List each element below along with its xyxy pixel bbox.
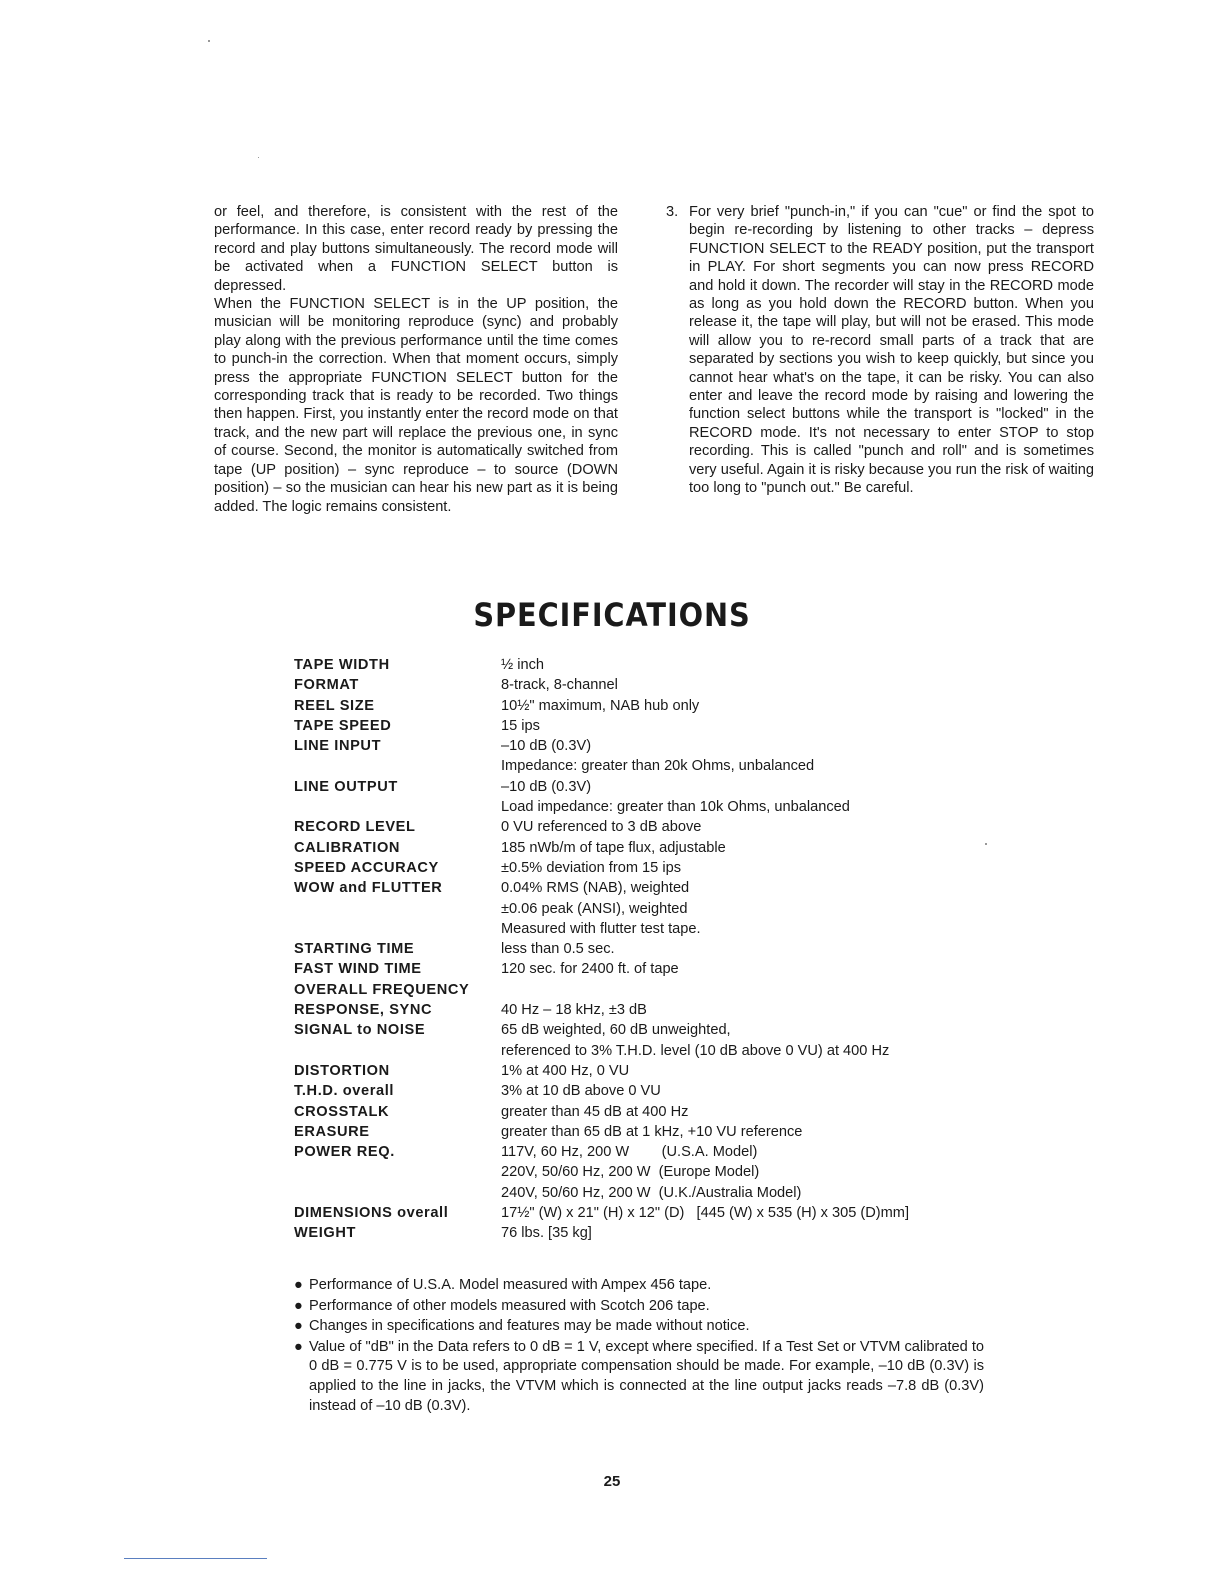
right-column [666, 203, 1094, 498]
spec-label: SPEED ACCURACY [294, 859, 439, 876]
bullet-icon: ● [294, 1297, 303, 1314]
spec-value: 76 lbs. [35 kg] [501, 1225, 592, 1242]
spec-value: 240V, 50/60 Hz, 200 W (U.K./Australia Model) [501, 1184, 802, 1201]
spec-label: FAST WIND TIME [294, 961, 422, 978]
spec-value: less than 0.5 sec. [501, 941, 615, 958]
spec-label [294, 919, 501, 939]
spec-value: ½ inch [501, 657, 544, 673]
spec-row [294, 1223, 1014, 1243]
note-item [294, 1317, 984, 1337]
item-number: 3. [666, 204, 679, 220]
spec-value: 0 VU referenced to 3 dB above [501, 819, 702, 836]
spec-value: 0.04% RMS (NAB), weighted [501, 880, 690, 897]
spec-label [294, 1041, 501, 1061]
left-paragraph-2: When the FUNCTION SELECT is in the UP position, the musician will be monitoring reproduce (sync) and probably play along with the previous performance until the time comes to punch-in the correction. When that moment occurs, simply press the appropriate FUNCTION SELECT button for the corresponding track that is ready to be recorded. Two things then happen. First, you instantly enter the record mode on that track, and the new part will replace the previous one, in sync of course. Second, the monitor is automatically switched from tape (UP position) – sync reproduce – to source (DOWN position) – so the musician can hear his new part as it is being added. The logic remains consistent. [214, 296, 618, 515]
spec-value: 185 nWb/m of tape flux, adjustable [501, 839, 726, 856]
spec-label: LINE OUTPUT [294, 778, 398, 795]
spec-label [294, 1183, 501, 1203]
spec-row [294, 899, 1014, 919]
note-text: Performance of U.S.A. Model measured with Ampex 456 tape. [309, 1277, 712, 1293]
spec-row [294, 655, 1014, 675]
spec-row [294, 675, 1014, 695]
spec-row [294, 939, 1014, 959]
spec-label [294, 1162, 501, 1182]
spec-value: ±0.06 peak (ANSI), weighted [501, 900, 688, 917]
spec-row [294, 1081, 1014, 1101]
note-item [294, 1338, 984, 1416]
spec-row [294, 777, 1014, 797]
page-number: 25 [603, 1473, 621, 1490]
spec-label [294, 899, 501, 919]
spec-row [294, 1142, 1014, 1162]
spec-value: greater than 65 dB at 1 kHz, +10 VU reference [501, 1123, 803, 1140]
spec-label: RESPONSE, SYNC [294, 1002, 433, 1019]
spec-row [294, 1122, 1014, 1142]
spec-row [294, 716, 1014, 736]
spec-row [294, 878, 1014, 898]
specifications-title: SPECIFICATIONS [473, 596, 751, 634]
spec-value: 17½" (W) x 21" (H) x 12" (D) [445 (W) x 535 (H) x 305 (D)mm] [501, 1205, 910, 1222]
spec-label [294, 797, 501, 817]
spec-row [294, 1000, 1014, 1020]
spec-label: T.H.D. overall [294, 1083, 395, 1100]
scan-speck [258, 157, 259, 158]
spec-label: DIMENSIONS overall [294, 1205, 449, 1222]
footer-rule [124, 1558, 267, 1559]
spec-label: REEL SIZE [294, 697, 375, 714]
left-column [214, 203, 618, 516]
spec-label: DISTORTION [294, 1062, 390, 1079]
spec-value: 15 ips [501, 717, 540, 734]
left-paragraph-1: or feel, and therefore, is consistent with the rest of the performance. In this case, enter record ready by pressing the record and play buttons simultaneously. The record mode will be activated when a FUNCTION SELECT button is depressed. [214, 204, 618, 294]
spec-label: POWER REQ. [294, 1144, 395, 1161]
spec-label: ERASURE [294, 1123, 370, 1140]
spec-value: 117V, 60 Hz, 200 W (U.S.A. Model) [501, 1144, 758, 1161]
spec-label: WEIGHT [294, 1225, 356, 1242]
spec-value: 40 Hz – 18 kHz, ±3 dB [501, 1002, 647, 1019]
spec-row [294, 1102, 1014, 1122]
spec-value: 120 sec. for 2400 ft. of tape [501, 961, 679, 978]
numbered-item-3 [666, 203, 1094, 498]
spec-row [294, 959, 1014, 979]
spec-label: WOW and FLUTTER [294, 880, 443, 897]
note-text: Changes in specifications and features may be made without notice. [309, 1318, 750, 1335]
bullet-icon: ● [294, 1277, 303, 1293]
spec-row [294, 756, 1014, 776]
bullet-icon: ● [294, 1338, 303, 1355]
spec-row [294, 980, 1014, 1000]
spec-label: CROSSTALK [294, 1103, 390, 1120]
spec-value: Measured with flutter test tape. [501, 920, 701, 937]
spec-value: 220V, 50/60 Hz, 200 W (Europe Model) [501, 1164, 760, 1181]
spec-label: TAPE SPEED [294, 717, 392, 734]
spec-label: OVERALL FREQUENCY [294, 981, 470, 998]
spec-row [294, 817, 1014, 837]
note-text: Value of "dB" in the Data refers to 0 dB = 1 V, except where specified. If a Test Set or VTVM calibrated to 0 dB = 0.775 V is to be used, appropriate compensation should be made. For example, –10 dB (0.3V) is applied to the line in jacks, the VTVM which is connected at the line output jacks reads –7.8 dB (0.3V) instead of –10 dB (0.3V). [309, 1338, 984, 1414]
note-item [294, 1297, 984, 1317]
spec-value: –10 dB (0.3V) [501, 778, 592, 795]
spec-row [294, 858, 1014, 878]
spec-value: Load impedance: greater than 10k Ohms, unbalanced [501, 799, 850, 816]
notes-list [294, 1276, 984, 1417]
specifications-table [294, 655, 1014, 1244]
spec-value: 3% at 10 dB above 0 VU [501, 1083, 661, 1100]
spec-value: –10 dB (0.3V) [501, 738, 592, 755]
spec-row [294, 1162, 1014, 1182]
spec-label: CALIBRATION [294, 839, 401, 856]
spec-label: SIGNAL to NOISE [294, 1022, 426, 1039]
spec-value [501, 980, 1014, 1000]
spec-row [294, 696, 1014, 716]
spec-label: LINE INPUT [294, 738, 382, 755]
spec-row [294, 1061, 1014, 1081]
spec-row [294, 1041, 1014, 1061]
specifications-table-body [294, 655, 1014, 1244]
spec-value: 65 dB weighted, 60 dB unweighted, [501, 1022, 731, 1039]
spec-row [294, 919, 1014, 939]
spec-label: FORMAT [294, 677, 359, 694]
spec-row [294, 797, 1014, 817]
spec-value: 8-track, 8-channel [501, 677, 618, 694]
spec-value: 1% at 400 Hz, 0 VU [501, 1062, 630, 1079]
spec-row [294, 1203, 1014, 1223]
spec-value: referenced to 3% T.H.D. level (10 dB above 0 VU) at 400 Hz [501, 1042, 890, 1059]
spec-row [294, 838, 1014, 858]
bullet-icon: ● [294, 1318, 303, 1335]
spec-value: greater than 45 dB at 400 Hz [501, 1103, 689, 1120]
spec-label [294, 756, 501, 776]
spec-row [294, 1183, 1014, 1203]
spec-row [294, 1020, 1014, 1040]
spec-value: ±0.5% deviation from 15 ips [501, 859, 681, 876]
note-text: Performance of other models measured with Scotch 206 tape. [309, 1297, 710, 1314]
note-item [294, 1276, 984, 1296]
spec-row [294, 736, 1014, 756]
spec-label: TAPE WIDTH [294, 657, 390, 673]
item-text: For very brief "punch-in," if you can "cue" or find the spot to begin re-recording by listening to other tracks – depress FUNCTION SELECT to the READY position, put the transport in PLAY. For short segments you can now press RECORD and hold it down. The recorder will stay in the RECORD mode as long as you hold down the RECORD button. When you release it, the tape will play, but will not be erased. This mode will allow you to re-record small parts of a track that are separated by sections you wish to keep quickly, but since you cannot hear what's on the tape, it can be risky. You can also enter and leave the record mode by raising and lowering the function select buttons while the transport is "locked" in the RECORD mode. It's not necessary to enter STOP to stop recording. This is called "punch and roll" and is sometimes very useful. Again it is risky because you run the risk of waiting too long to "punch out." Be careful. [689, 204, 1094, 497]
spec-value: Impedance: greater than 20k Ohms, unbalanced [501, 758, 815, 775]
scan-speck [208, 40, 210, 42]
spec-value: 10½" maximum, NAB hub only [501, 697, 700, 714]
spec-label: RECORD LEVEL [294, 819, 416, 836]
spec-label: STARTING TIME [294, 941, 415, 958]
